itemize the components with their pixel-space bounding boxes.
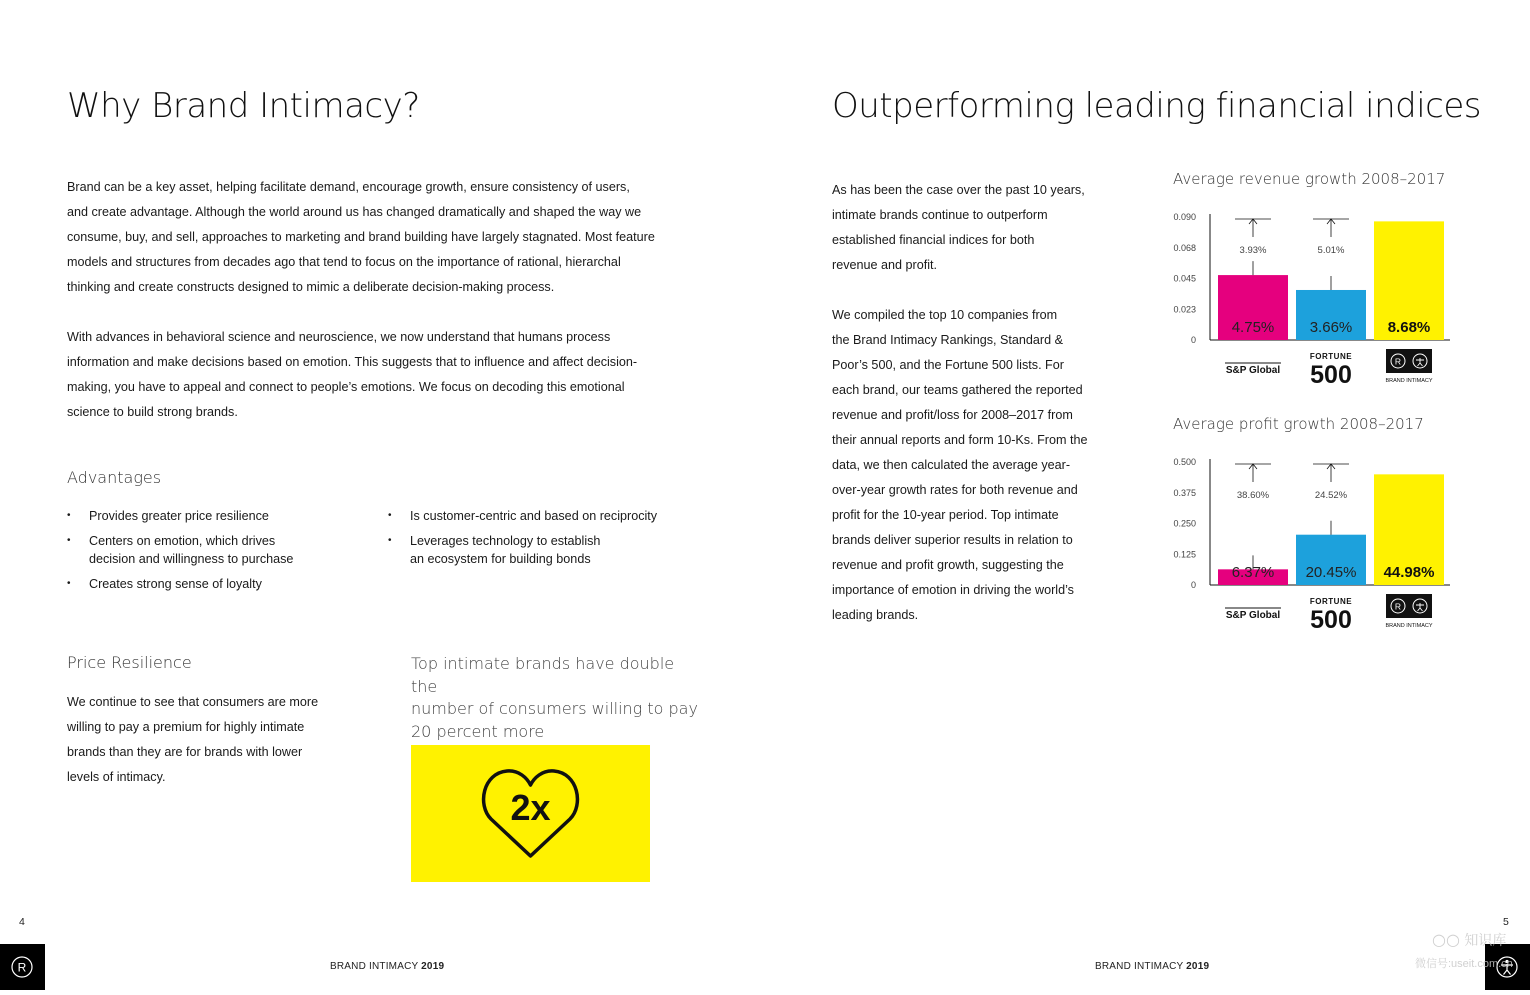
bar-value-label: 3.66% bbox=[1309, 319, 1353, 336]
paragraph-line: leading brands. bbox=[832, 608, 919, 622]
paragraph-line: profit for the 10-year period. Top intimate bbox=[832, 508, 1059, 522]
methodology-paragraph bbox=[832, 303, 1132, 628]
paragraph-line: revenue and profit. bbox=[832, 258, 938, 272]
y-tick-label: 0.068 bbox=[1173, 242, 1196, 253]
wechat-icon: ○○ bbox=[1432, 930, 1460, 949]
fortune-500-logo: 500 bbox=[1310, 361, 1352, 389]
y-tick-label: 0.375 bbox=[1173, 487, 1196, 498]
neuroscience-paragraph bbox=[67, 325, 687, 425]
error-label: 3.93% bbox=[1239, 245, 1267, 256]
price-resilience-heading: Price Resilience bbox=[67, 653, 192, 672]
brand-intimacy-logo-caption: BRAND INTIMACY bbox=[1385, 378, 1433, 384]
quote-line: 20 percent more bbox=[411, 721, 545, 741]
paragraph-line: revenue and profit growth, suggesting the bbox=[832, 558, 1064, 572]
profit-growth-chart bbox=[1160, 445, 1480, 635]
sp-global-logo: S&P Global bbox=[1225, 610, 1281, 621]
y-tick-label: 0.023 bbox=[1173, 304, 1196, 315]
y-tick-label: 0.250 bbox=[1173, 518, 1196, 529]
paragraph-line: brands than they are for brands with lower bbox=[67, 745, 303, 759]
pull-quote bbox=[411, 653, 701, 743]
bar-value-label: 6.37% bbox=[1231, 564, 1275, 581]
paragraph-line: information and make decisions based on emotion. This suggests that to influence and affect decision- bbox=[67, 355, 638, 369]
brand-intimacy-logo-caption: BRAND INTIMACY bbox=[1385, 623, 1433, 629]
intro-line: Brand can be a key asset, helping facilitate demand, encourage growth, ensure consistency of users, bbox=[67, 180, 630, 194]
advantages-heading: Advantages bbox=[67, 468, 162, 487]
fortune-logo-top: FORTUNE bbox=[1309, 352, 1353, 361]
y-tick-label: 0.045 bbox=[1173, 273, 1196, 284]
price-resilience-text bbox=[67, 690, 367, 790]
r-mark-letter: R bbox=[1394, 356, 1402, 367]
paragraph-line: revenue and profit/loss for 2008–2017 from bbox=[832, 408, 1073, 422]
paragraph-line: science to build strong brands. bbox=[67, 405, 238, 419]
y-tick-label: 0 bbox=[1190, 580, 1196, 590]
bar-value-label: 4.75% bbox=[1231, 319, 1275, 336]
fortune-logo-top: FORTUNE bbox=[1309, 597, 1353, 606]
paragraph-line: With advances in behavioral science and neuroscience, we now understand that humans process bbox=[67, 330, 611, 344]
paragraph-line: As has been the case over the past 10 years, bbox=[832, 183, 1085, 197]
paragraph-line: over-year growth rates for both revenue and bbox=[832, 483, 1078, 497]
intro-line: and create advantage. Although the world around us has changed dramatically and shaped the way we bbox=[67, 205, 642, 219]
advantage-item: • Provides greater price resilience bbox=[67, 507, 367, 525]
paragraph-line: their annual reports and form 10-Ks. From the bbox=[832, 433, 1088, 447]
right-intro-paragraph bbox=[832, 178, 1132, 278]
y-tick-label: 0.500 bbox=[1173, 457, 1196, 467]
page-number-right: 5 bbox=[1503, 916, 1509, 928]
advantage-item: • Centers on emotion, which drives decision and willingness to purchase bbox=[67, 532, 367, 568]
error-label: 24.52% bbox=[1314, 490, 1348, 501]
paragraph-line: willing to pay a premium for highly intimate bbox=[67, 720, 305, 734]
intro-line: consume, buy, and sell, approaches to marketing and brand building have largely stagnated. Most feature bbox=[67, 230, 655, 244]
footer-right: BRAND INTIMACY 2019 bbox=[1095, 961, 1210, 972]
quote-line: number of consumers willing to pay bbox=[411, 699, 698, 718]
advantage-item: • Leverages technology to establish an ecosystem for building bonds bbox=[388, 532, 708, 568]
fortune-500-logo: 500 bbox=[1310, 606, 1352, 634]
logo-tab-left bbox=[0, 944, 45, 990]
error-label: 38.60% bbox=[1236, 490, 1270, 501]
advantage-item: • Is customer-centric and based on reciprocity bbox=[388, 507, 708, 525]
intro-line: models and structures from decades ago that tend to focus on the importance of rational, hierarchal bbox=[67, 255, 621, 269]
quote-line: Top intimate brands have double the bbox=[411, 654, 675, 696]
heart-icon bbox=[411, 745, 650, 882]
paragraph-line: Poor’s 500, and the Fortune 500 lists. For bbox=[832, 358, 1064, 372]
left-page-title: Why Brand Intimacy? bbox=[67, 86, 420, 126]
svg-text:R: R bbox=[17, 960, 27, 975]
paragraph-line: the Brand Intimacy Rankings, Standard & bbox=[832, 333, 1064, 347]
heart-graphic-box bbox=[411, 745, 650, 882]
paragraph-line: established financial indices for both bbox=[832, 233, 1035, 247]
heart-multiplier-label: 2x bbox=[510, 787, 551, 828]
paragraph-line: intimate brands continue to outperform bbox=[832, 208, 1048, 222]
footer-left: BRAND INTIMACY 2019 bbox=[330, 961, 445, 972]
brand-intimacy-logo-box bbox=[1386, 349, 1432, 373]
bar-value-label: 20.45% bbox=[1305, 564, 1357, 581]
brand-intimacy-logo-box bbox=[1386, 594, 1432, 618]
intro-line: thinking and create constructs designed to mimic a deliberate decision-making process. bbox=[67, 280, 555, 294]
y-tick-label: 0.125 bbox=[1173, 549, 1196, 560]
revenue-chart-title: Average revenue growth 2008–2017 bbox=[1173, 170, 1446, 188]
paragraph-line: making, you have to appeal and connect to people’s emotions. We focus on decoding this emotional bbox=[67, 380, 625, 394]
paragraph-line: levels of intimacy. bbox=[67, 770, 166, 784]
paragraph-line: brands deliver superior results in relation to bbox=[832, 533, 1073, 547]
y-tick-label: 0 bbox=[1190, 335, 1196, 345]
bar-value-label: 8.68% bbox=[1387, 319, 1431, 336]
revenue-growth-chart bbox=[1160, 200, 1480, 390]
paragraph-line: importance of emotion in driving the world’s bbox=[832, 583, 1074, 597]
paragraph-line: data, we then calculated the average year- bbox=[832, 458, 1071, 472]
advantages-list-right bbox=[388, 507, 708, 575]
page-number-left: 4 bbox=[19, 916, 25, 928]
paragraph-line: each brand, our teams gathered the reported bbox=[832, 383, 1083, 397]
paragraph-line: We compiled the top 10 companies from bbox=[832, 308, 1058, 322]
paragraph-line: We continue to see that consumers are more bbox=[67, 695, 319, 709]
bar-value-label: 44.98% bbox=[1383, 564, 1435, 581]
error-label: 5.01% bbox=[1317, 245, 1345, 256]
watermark-sub: 微信号:useit.com.cn bbox=[1415, 958, 1513, 970]
advantages-list-left bbox=[67, 507, 367, 600]
sp-global-logo: S&P Global bbox=[1225, 365, 1281, 376]
profit-chart-title: Average profit growth 2008–2017 bbox=[1173, 415, 1424, 433]
intro-paragraph bbox=[67, 175, 687, 300]
r-mark-letter: R bbox=[1394, 601, 1402, 612]
right-page-title: Outperforming leading financial indices bbox=[832, 86, 1482, 126]
brand-r-logo-icon bbox=[0, 944, 45, 990]
y-tick-label: 0.090 bbox=[1173, 212, 1196, 222]
advantage-item: • Creates strong sense of loyalty bbox=[67, 575, 367, 593]
watermark: ○○ 知识库 bbox=[1432, 930, 1507, 949]
